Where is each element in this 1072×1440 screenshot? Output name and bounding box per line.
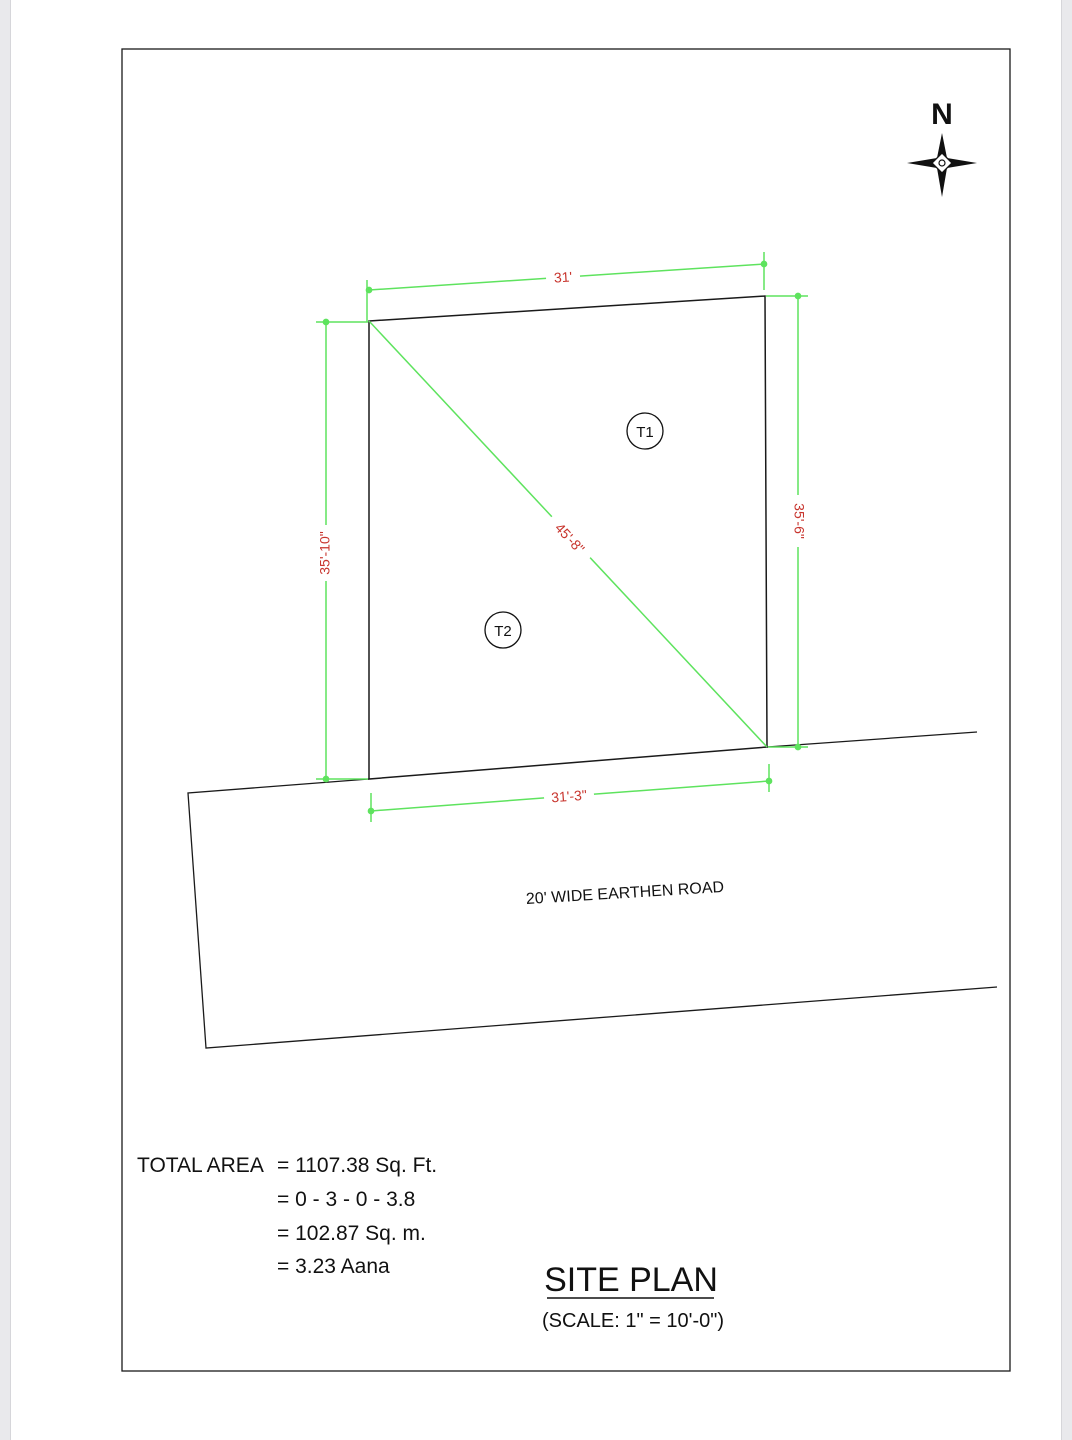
north-arrow-icon (907, 133, 977, 197)
dimension-labels (313, 266, 811, 808)
tag-t2 (485, 612, 521, 648)
area-line-sqft: = 1107.38 Sq. Ft. (277, 1154, 438, 1177)
drawing-scale: (SCALE: 1" = 10'-0") (542, 1310, 724, 1332)
svg-text:T2: T2 (494, 623, 512, 640)
tag-t1 (627, 413, 663, 449)
area-line-ropani: = 0 - 3 - 0 - 3.8 (277, 1188, 416, 1211)
dim-right-label: 35'-6" (791, 503, 808, 539)
total-area-label: TOTAL AREA (137, 1154, 264, 1177)
dim-left-label: 35'-10" (316, 531, 333, 575)
dim-top-label: 31' (553, 268, 573, 286)
svg-text:T1: T1 (636, 424, 654, 441)
dim-diagonal-label: 45'-8" (551, 519, 588, 557)
north-label: N (931, 98, 953, 131)
road-outline (188, 779, 997, 1048)
drawing-title: SITE PLAN (544, 1261, 718, 1299)
road-label: 20' WIDE EARTHEN ROAD (525, 878, 725, 909)
area-line-sqm: = 102.87 Sq. m. (277, 1222, 426, 1245)
dim-bottom-label: 31'-3" (550, 786, 588, 806)
area-line-aana: = 3.23 Aana (277, 1255, 390, 1278)
